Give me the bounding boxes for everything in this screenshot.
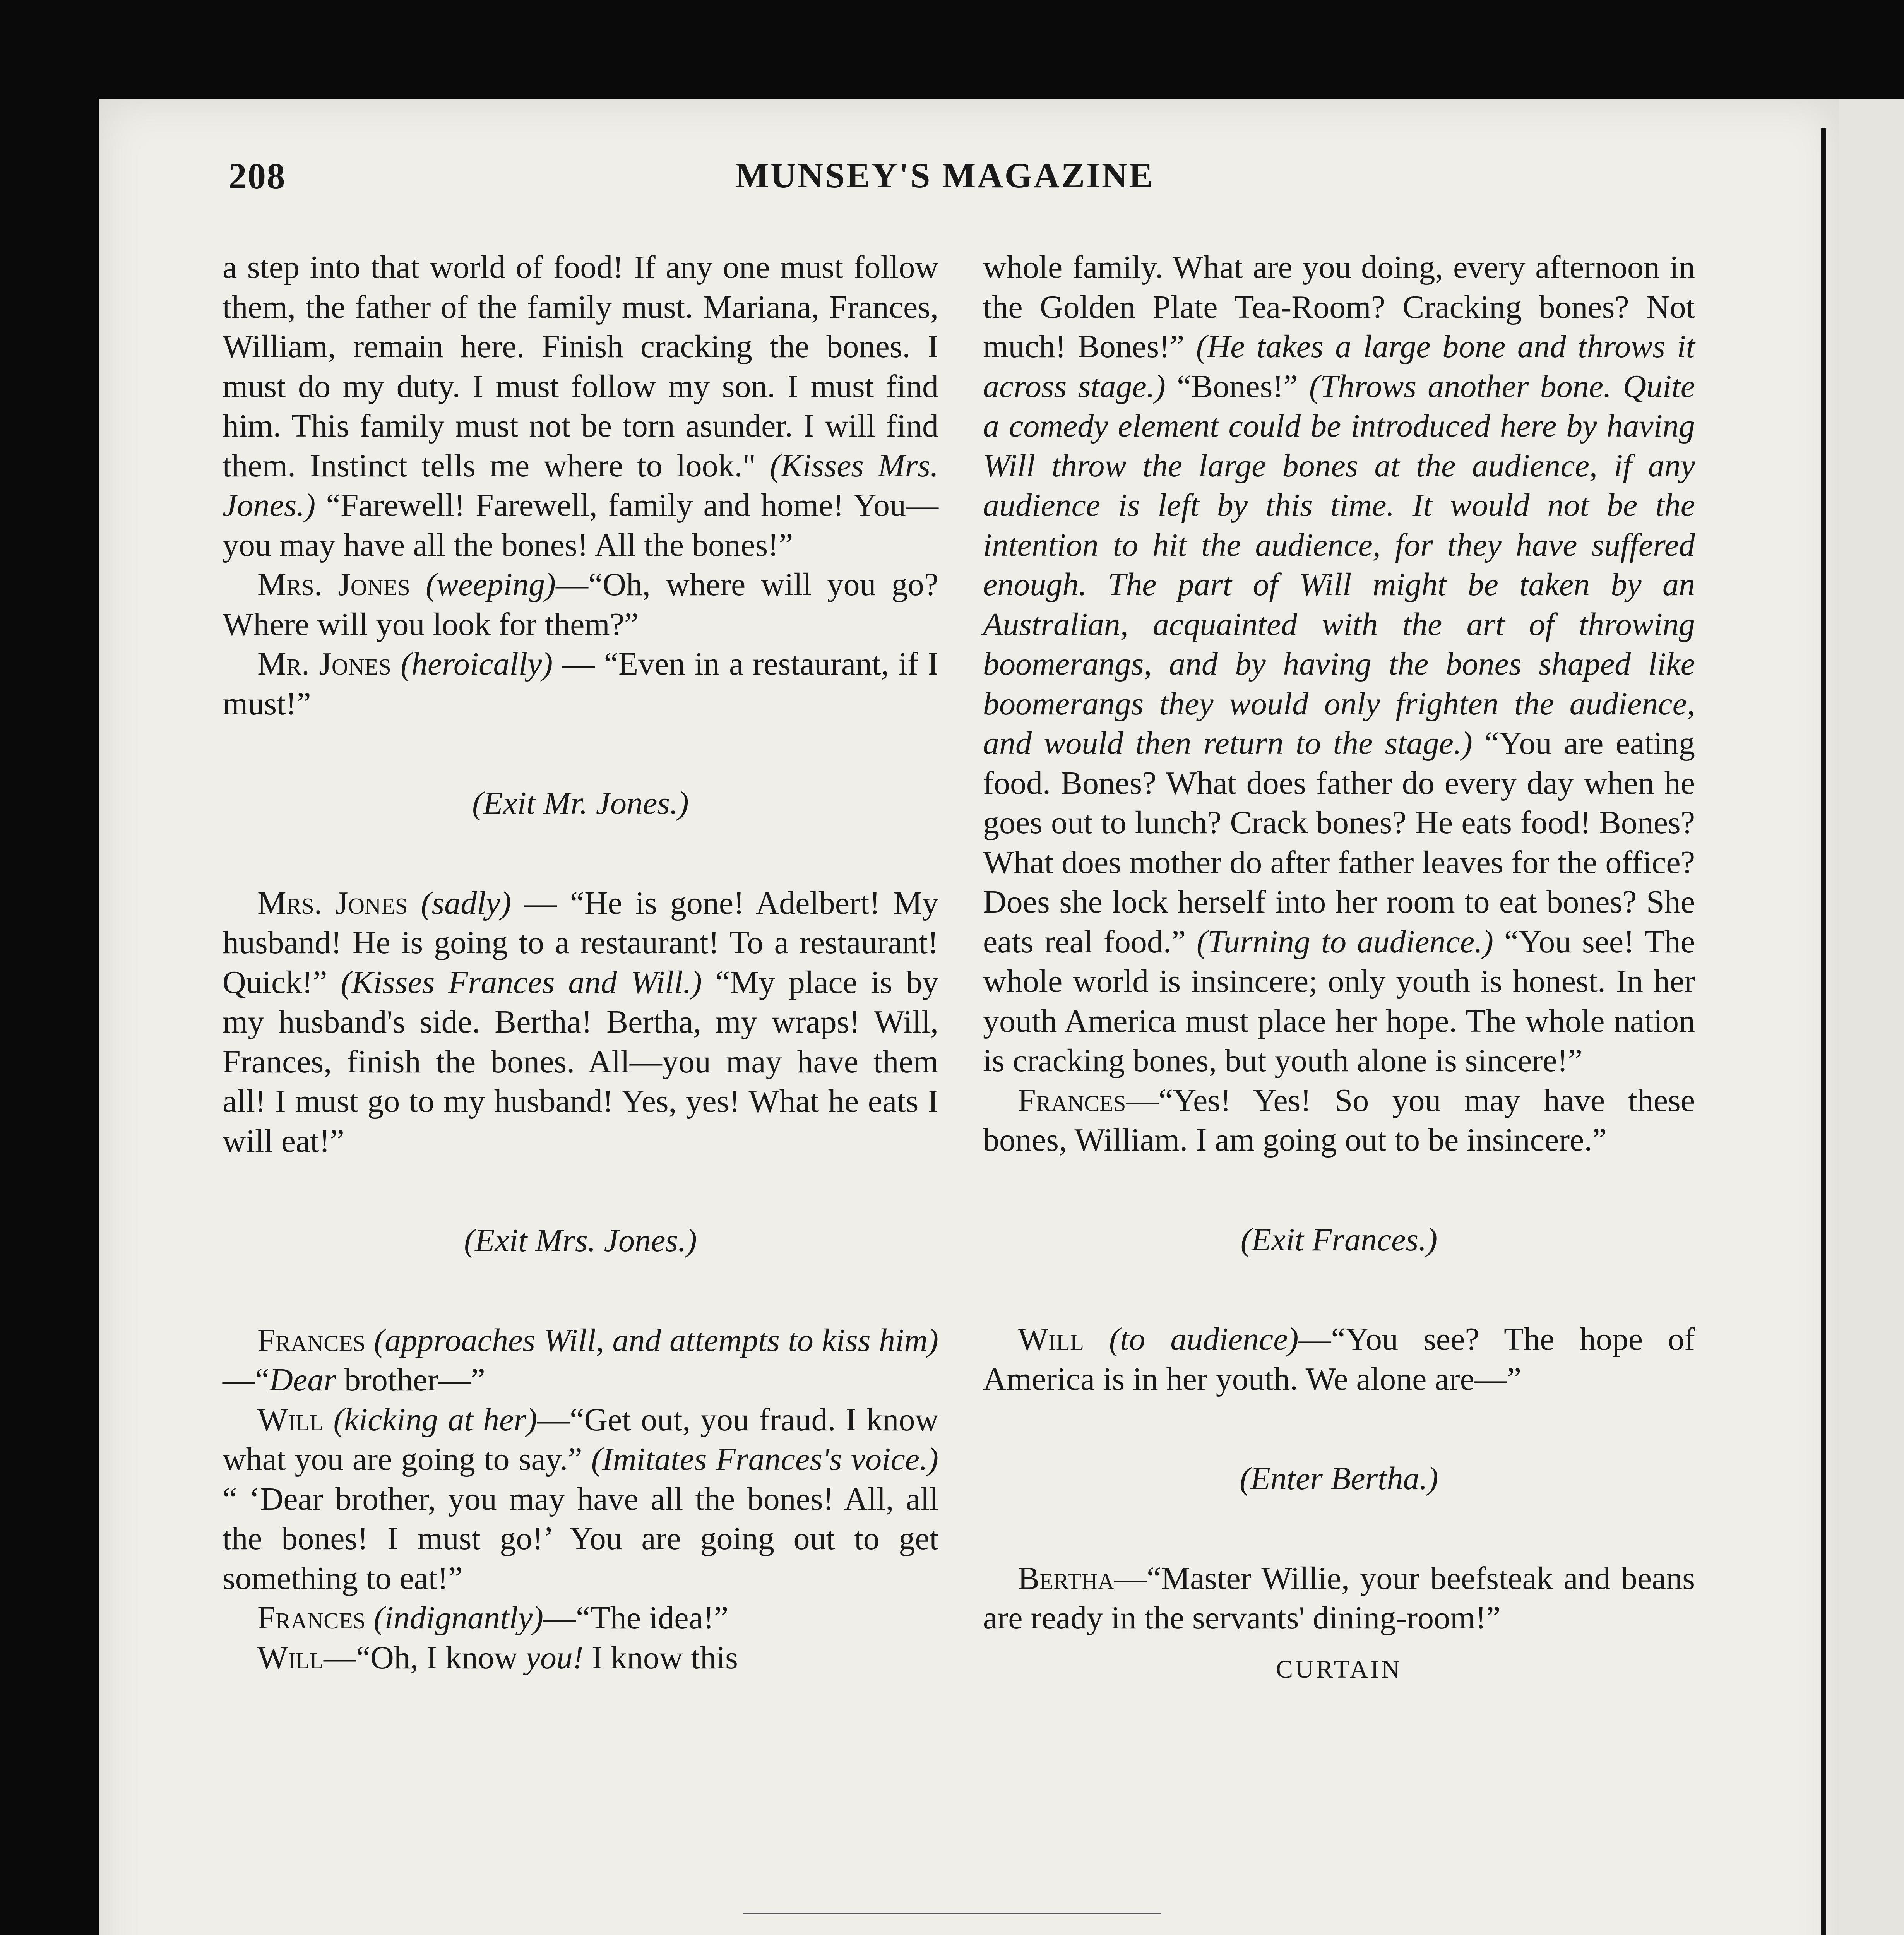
paragraph xyxy=(223,565,938,644)
text-run: — “He is gone! Adelbert! My husband! He is going to a restaurant! To a restaurant! Quick!” xyxy=(223,885,938,1000)
scan-border-top xyxy=(0,0,1904,99)
text-run: brother—” xyxy=(336,1362,485,1398)
text-run: (Exit Mrs. Jones.) xyxy=(464,1223,697,1259)
page-number: 208 xyxy=(228,156,286,197)
stage-direction xyxy=(223,784,938,824)
text-run: “You are eating food. Bones? What does father do every day when he goes out to lunch? Crack bones? He eats food! Bones? What does mother do after father leaves for the office? Does she lock herself into her room to eat bones? She eats real food.” xyxy=(983,725,1695,960)
text-run: (Enter Bertha.) xyxy=(1240,1461,1438,1497)
italic-text: (He takes a large bone and throws it across stage.) xyxy=(983,329,1695,404)
speaker-name: Will xyxy=(1018,1321,1084,1357)
text-run: —“Get out, you fraud. I know what you are going to say.” xyxy=(223,1401,938,1477)
paragraph xyxy=(223,1598,938,1638)
italic-text: (heroically) xyxy=(401,646,553,682)
page-gutter xyxy=(1821,128,1826,1935)
speaker-name: Mrs. Jones xyxy=(257,567,410,603)
paragraph xyxy=(223,1321,938,1400)
text-run: “You see! The whole world is insincere; only youth is honest. In her youth America must place her hope. The whole nation is cracking bones, but youth alone is sincere!” xyxy=(983,923,1695,1079)
paragraph xyxy=(223,644,938,724)
text-run xyxy=(391,646,401,682)
text-run: —“You see? The hope of America is in her youth. We alone are—” xyxy=(983,1321,1695,1397)
text-run: —“ xyxy=(223,1362,270,1398)
text-run xyxy=(366,1322,374,1358)
italic-text: (indignantly) xyxy=(373,1600,544,1636)
text-run: whole family. What are you doing, every afternoon in the Golden Plate Tea-Room? Cracking bones? Not much! Bones!” xyxy=(983,249,1695,365)
text-run: —“Master Willie, your beefsteak and beans are ready in the servants' dining-room!” xyxy=(983,1560,1695,1636)
italic-text: (Turning to audience.) xyxy=(1196,923,1493,960)
paragraph xyxy=(223,884,938,1161)
text-run: CURTAIN xyxy=(1276,1655,1402,1683)
text-run: (Exit Frances.) xyxy=(1240,1221,1438,1258)
italic-text: (to audience) xyxy=(1109,1321,1299,1357)
text-run: (Exit Mr. Jones.) xyxy=(472,785,689,821)
speaker-name: Will xyxy=(257,1639,324,1676)
italic-text: (weeping) xyxy=(426,567,556,603)
text-run: —“Yes! Yes! So you may have these bones, William. I am going out to be insincere.” xyxy=(983,1082,1695,1158)
text-run: “ ‘Dear brother, you may have all the bones! All, all the bones! I must go!’ You are going out to get something to eat!” xyxy=(223,1481,938,1596)
paragraph xyxy=(983,248,1695,1081)
speaker-name: Frances xyxy=(1018,1082,1126,1118)
text-run: “My place is by my husband's side. Bertha! Bertha, my wraps! Will, Frances, finish the bones. All—you may have them all! I must go to my husband! Yes, yes! What he eats I will eat!” xyxy=(223,964,938,1159)
text-run: “Farewell! Farewell, family and home! You—you may have all the bones! All the bones!” xyxy=(223,487,938,563)
scan-border-left xyxy=(0,0,99,1935)
italic-text: (sadly) xyxy=(421,885,511,921)
text-run xyxy=(410,567,426,603)
text-run: “Bones!” xyxy=(1165,368,1309,404)
paragraph xyxy=(983,1559,1695,1638)
paragraph xyxy=(223,1400,938,1599)
stage-direction xyxy=(983,1220,1695,1260)
text-run xyxy=(408,885,421,921)
italic-text: (Throws another bone. Quite a comedy element could be introduced here by having Will throw the large bones at the audience, if any audience is left by this time. It would not be the intention to hit the audience, for they have suffered enough. The part of Will might be taken by an Australian, acquainted with the art of throwing boomerangs, and by having the bones shaped like boomerangs they would only frighten the audience, and would then return to the stage.) xyxy=(983,368,1695,761)
text-run xyxy=(1084,1321,1109,1357)
speaker-name: Frances xyxy=(257,1322,366,1358)
speaker-name: Will xyxy=(257,1401,324,1438)
italic-text: (Kisses Frances and Will.) xyxy=(341,964,702,1000)
paragraph xyxy=(983,1320,1695,1399)
right-text-column xyxy=(983,248,1695,1689)
paragraph xyxy=(223,1638,938,1678)
italic-text: (Imitates Frances's voice.) xyxy=(591,1441,938,1477)
paragraph xyxy=(223,248,938,565)
curtain-label xyxy=(983,1650,1695,1690)
speaker-name: Frances xyxy=(257,1600,366,1636)
text-run: I know this xyxy=(583,1639,738,1676)
section-divider xyxy=(743,1913,1161,1914)
text-run: —“The idea!” xyxy=(543,1600,729,1636)
left-text-column xyxy=(223,248,938,1678)
italic-text: you! xyxy=(526,1639,584,1676)
stage-direction xyxy=(223,1221,938,1261)
text-run xyxy=(366,1600,374,1636)
running-head: MUNSEY'S MAGAZINE xyxy=(735,156,1154,195)
text-run: —“Oh, where will you go? Where will you look for them?” xyxy=(223,567,938,642)
speaker-name: Mr. Jones xyxy=(257,646,391,682)
italic-text: (Kisses Mrs. Jones.) xyxy=(223,447,938,523)
italic-text: (approaches Will, and attempts to kiss him) xyxy=(374,1322,938,1358)
text-run: — “Even in a restaurant, if I must!” xyxy=(223,646,938,722)
speaker-name: Bertha xyxy=(1018,1560,1115,1596)
italic-text: (kicking at her) xyxy=(333,1401,538,1438)
text-run xyxy=(324,1402,333,1438)
text-run: —“Oh, I know xyxy=(324,1639,526,1676)
text-run: a step into that world of food! If any one must follow them, the father of the family must. Mariana, Frances, William, remain here. Finish cracking the bones. I must do my duty. I must follow my son. I must find him. This family must not be torn asunder. I will find them. Instinct tells me where to look." xyxy=(223,249,938,484)
stage-direction xyxy=(983,1459,1695,1499)
paragraph xyxy=(983,1081,1695,1160)
italic-text: Dear xyxy=(269,1362,336,1398)
speaker-name: Mrs. Jones xyxy=(257,885,408,921)
